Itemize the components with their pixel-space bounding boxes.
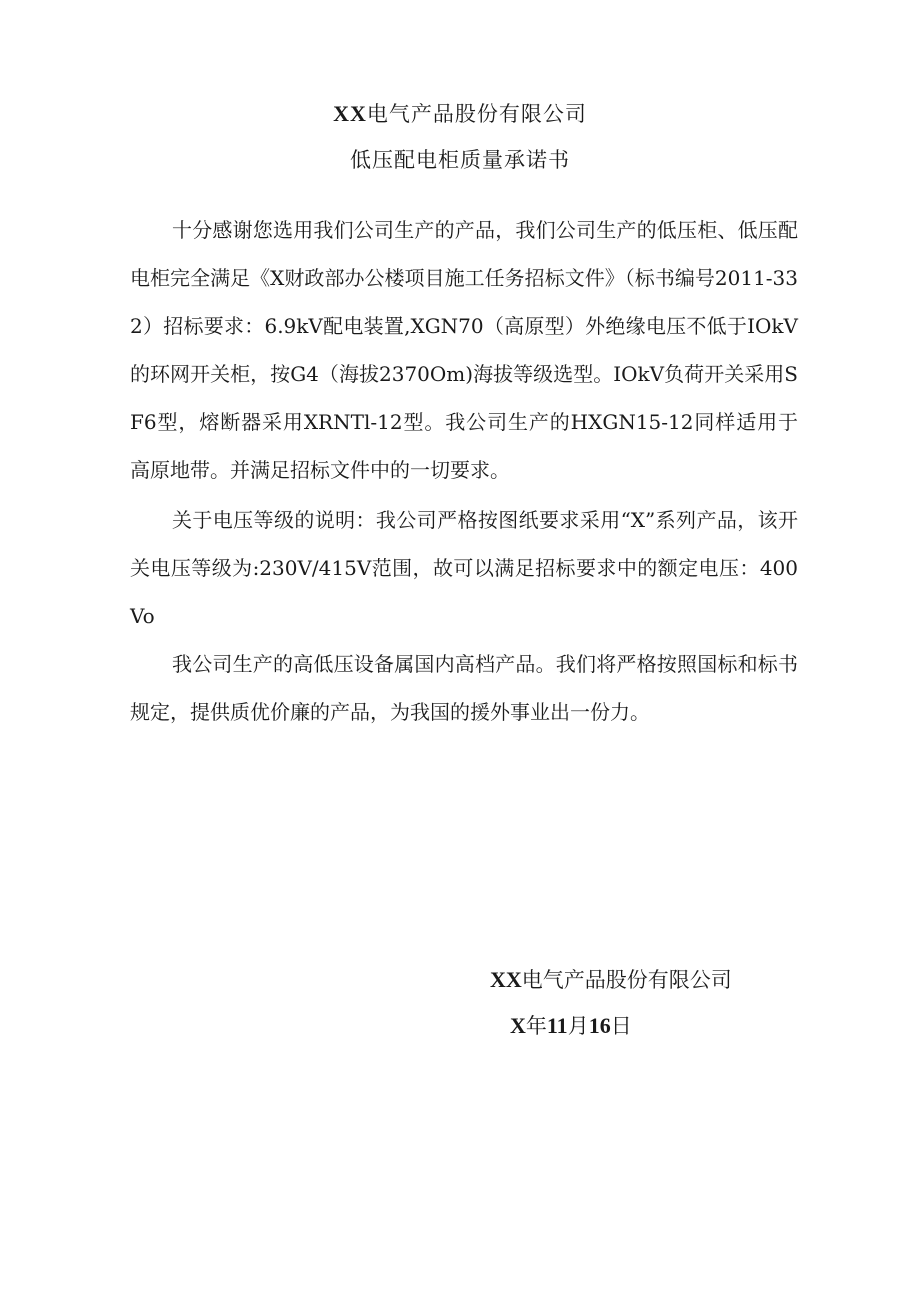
date-year: X [510, 1013, 526, 1038]
signature-company-name: 电气产品股份有限公司 [521, 968, 732, 992]
date-day: 16 [588, 1013, 611, 1038]
paragraph-quality-pledge: 我公司生产的高低压设备属国内高档产品。我们将严格按照国标和标书规定，提供质优价廉的产品，为我国的援外事业出一份力。 [130, 652, 798, 724]
year-char: 年 [525, 1014, 547, 1038]
paragraph-voltage-note: 关于电压等级的说明：我公司严格按图纸要求采用“X”系列产品，该开关电压等级为:230V/415V范围，故可以满足招标要求中的额定电压：400Vo [130, 508, 798, 628]
company-prefix: XX [333, 101, 367, 126]
company-title [0, 98, 920, 128]
signature-company [490, 964, 732, 994]
day-char: 日 [610, 1014, 632, 1038]
signature-date [510, 1010, 632, 1040]
date-month: 11 [546, 1013, 568, 1038]
paragraph-commitment: 十分感谢您选用我们公司生产的产品，我们公司生产的低压柜、低压配电柜完全满足《X财政部办公楼项目施工任务招标文件》（标书编号2011-332）招标要求：6.9kV配电装置,XGN70（高原型）外绝缘电压不低于IOkV的环网开关柜，按G4（海拔2370Om)海拔等级选型。IOkV负荷开关采用SF6型，熔断器采用XRNTl-12型。我公司生产的HXGN15-12同样适用于高原地带。并满足招标文件中的一切要求。 [130, 218, 798, 482]
document-title: 低压配电柜质量承诺书 [350, 148, 570, 172]
company-name: 电气产品股份有限公司 [366, 102, 587, 126]
signature-company-prefix: XX [490, 967, 522, 992]
month-char: 月 [567, 1014, 589, 1038]
